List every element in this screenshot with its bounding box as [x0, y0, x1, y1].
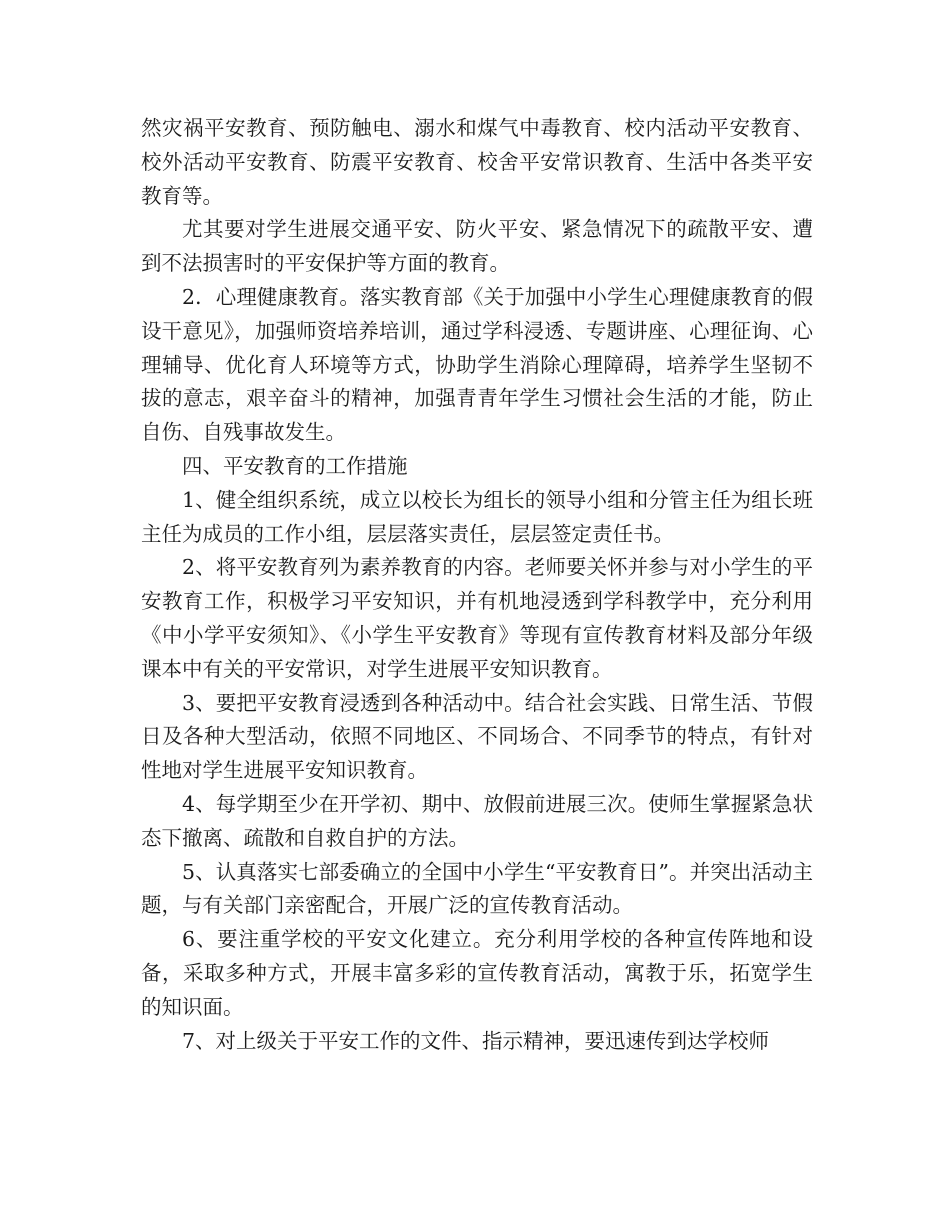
paragraph-mental-health: 2．心理健康教育。落实教育部《关于加强中小学生心理健康教育的假设干意见》，加强师资培养培训，通过学科浸透、专题讲座、心理征询、心理辅导、优化育人环境等方式，协助学生消除心理障碍，培养学生坚韧不拔的意志，艰辛奋斗的精神，加强青青年学生习惯社会生活的才能，防止自伤、自残事故发生。	[141, 284, 813, 445]
paragraph-measure-5: 5、认真落实七部委确立的全国中小学生“平安教育日”。并突出活动主题，与有关部门亲密配合，开展广泛的宣传教育活动。	[141, 859, 813, 918]
section-heading-measures: 四、平安教育的工作措施	[182, 453, 408, 478]
paragraph-measure-4: 4、每学期至少在开学初、期中、放假前进展三次。使师生掌握紧急状态下撤离、疏散和自救自护的方法。	[141, 791, 813, 850]
paragraph-measure-1: 1、健全组织系统，成立以校长为组长的领导小组和分管主任为组长班主任为成员的工作小组，层层落实责任，层层签定责任书。	[141, 487, 813, 546]
paragraph-traffic-fire-safety: 尤其要对学生进展交通平安、防火平安、紧急情况下的疏散平安、遭到不法损害时的平安保护等方面的教育。	[141, 217, 813, 276]
paragraph-measure-7: 7、对上级关于平安工作的文件、指示精神，要迅速传到达学校师	[182, 1028, 770, 1053]
paragraph-measure-2: 2、将平安教育列为素养教育的内容。老师要关怀并参与对小学生的平安教育工作，积极学习平安知识，并有机地浸透到学科教学中，充分利用《中小学平安须知》、《小学生平安教育》等现有宣传教育材料及部分年级课本中有关的平安常识，对学生进展平安知识教育。	[141, 555, 813, 681]
paragraph-measure-6: 6、要注重学校的平安文化建立。充分利用学校的各种宣传阵地和设备，采取多种方式，开展丰富多彩的宣传教育活动，寓教于乐，拓宽学生的知识面。	[141, 927, 813, 1019]
paragraph-measure-3: 3、要把平安教育浸透到各种活动中。结合社会实践、日常生活、节假日及各种大型活动，依照不同地区、不同场合、不同季节的特点，有针对性地对学生进展平安知识教育。	[141, 690, 813, 783]
document-body	[141, 112, 813, 1058]
paragraph-disaster-safety: 然灾祸平安教育、预防触电、溺水和煤气中毒教育、校内活动平安教育、校外活动平安教育、防震平安教育、校舍平安常识教育、生活中各类平安教育等。	[141, 116, 813, 208]
